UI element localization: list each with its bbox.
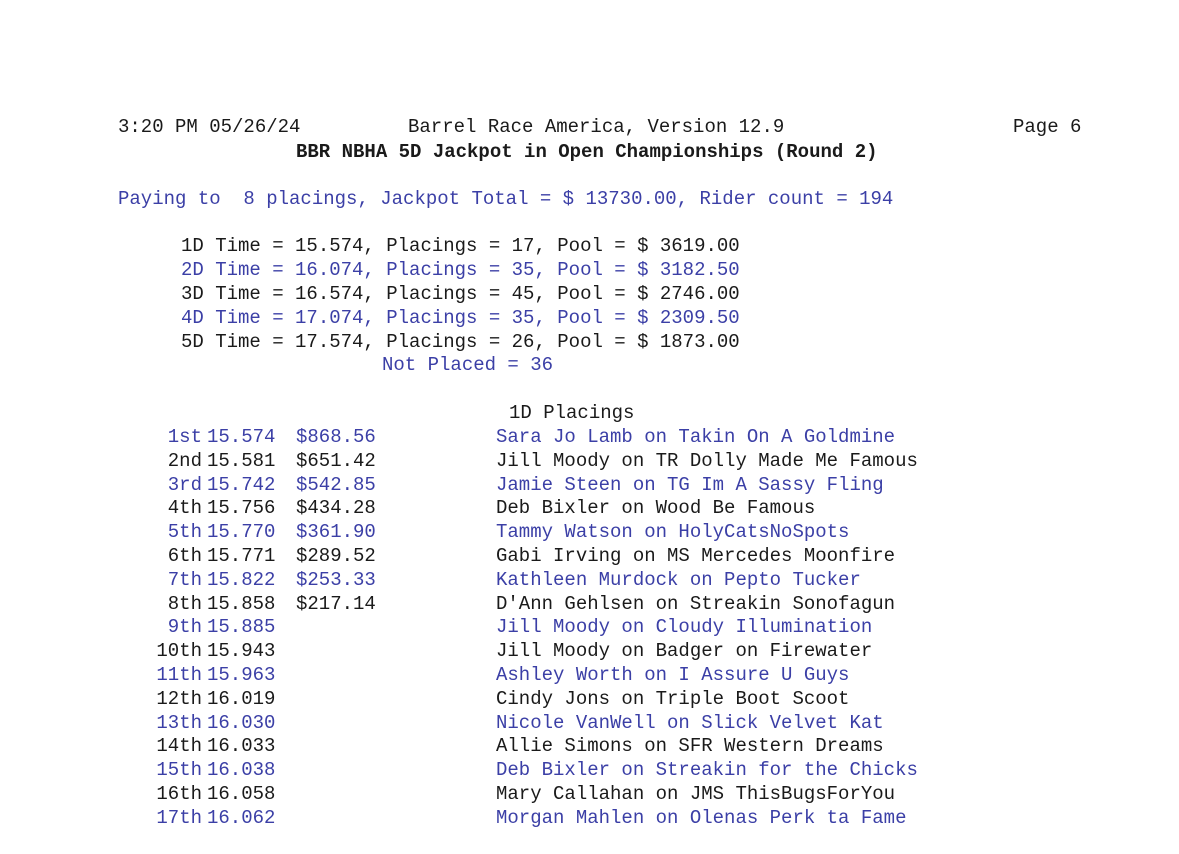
placing-rider: Mary Callahan on JMS ThisBugsForYou [496, 783, 896, 805]
placing-rank: 17th [156, 807, 202, 829]
page-number: Page 6 [1013, 116, 1082, 138]
division-4d: 4D Time = 17.074, Placings = 35, Pool = $ 2309.50 [181, 307, 740, 329]
placing-rank: 8th [167, 593, 202, 615]
placing-rider: Kathleen Murdock on Pepto Tucker [496, 569, 861, 591]
placing-time: 15.771 [207, 545, 276, 567]
placing-time: 15.943 [207, 640, 276, 662]
report-title: BBR NBHA 5D Jackpot in Open Championships (Round 2) [296, 141, 878, 163]
jackpot-summary: Paying to 8 placings, Jackpot Total = $ 13730.00, Rider count = 194 [118, 188, 894, 210]
division-1d: 1D Time = 15.574, Placings = 17, Pool = $ 3619.00 [181, 235, 740, 257]
placing-payout: $253.33 [296, 569, 376, 591]
placing-rank: 11th [156, 664, 202, 686]
placing-time: 16.038 [207, 759, 276, 781]
placing-payout: $651.42 [296, 450, 376, 472]
placing-rank: 2nd [167, 450, 202, 472]
placing-rank: 10th [156, 640, 202, 662]
placing-rider: Ashley Worth on I Assure U Guys [496, 664, 850, 686]
placing-rider: D'Ann Gehlsen on Streakin Sonofagun [496, 593, 896, 615]
placing-rider: Jill Moody on Badger on Firewater [496, 640, 873, 662]
placing-rank: 6th [167, 545, 202, 567]
placing-rank: 13th [156, 712, 202, 734]
placing-rider: Nicole VanWell on Slick Velvet Kat [496, 712, 884, 734]
placing-rank: 3rd [167, 474, 202, 496]
placing-time: 15.858 [207, 593, 276, 615]
placing-time: 15.963 [207, 664, 276, 686]
placing-rider: Cindy Jons on Triple Boot Scoot [496, 688, 850, 710]
placing-time: 16.033 [207, 735, 276, 757]
placing-rider: Deb Bixler on Wood Be Famous [496, 497, 816, 519]
placing-rank: 4th [167, 497, 202, 519]
placing-time: 15.885 [207, 616, 276, 638]
placing-time: 15.756 [207, 497, 276, 519]
placing-time: 16.062 [207, 807, 276, 829]
division-2d: 2D Time = 16.074, Placings = 35, Pool = $ 3182.50 [181, 259, 740, 281]
placing-time: 15.770 [207, 521, 276, 543]
placing-rank: 14th [156, 735, 202, 757]
placing-time: 16.030 [207, 712, 276, 734]
placing-payout: $434.28 [296, 497, 376, 519]
placing-rank: 16th [156, 783, 202, 805]
placing-time: 15.822 [207, 569, 276, 591]
placing-rider: Morgan Mahlen on Olenas Perk ta Fame [496, 807, 907, 829]
placing-payout: $542.85 [296, 474, 376, 496]
placing-payout: $289.52 [296, 545, 376, 567]
placing-time: 15.581 [207, 450, 276, 472]
placing-rider: Jill Moody on TR Dolly Made Me Famous [496, 450, 918, 472]
placing-time: 16.019 [207, 688, 276, 710]
placing-rider: Jill Moody on Cloudy Illumination [496, 616, 873, 638]
division-5d: 5D Time = 17.574, Placings = 26, Pool = $ 1873.00 [181, 331, 740, 353]
placing-rider: Sara Jo Lamb on Takin On A Goldmine [496, 426, 896, 448]
placing-rider: Allie Simons on SFR Western Dreams [496, 735, 884, 757]
placing-rank: 7th [167, 569, 202, 591]
placing-rank: 5th [167, 521, 202, 543]
placing-rank: 12th [156, 688, 202, 710]
placing-payout: $361.90 [296, 521, 376, 543]
placing-rank: 15th [156, 759, 202, 781]
placing-payout: $217.14 [296, 593, 376, 615]
section-title: 1D Placings [509, 402, 635, 424]
placing-time: 15.742 [207, 474, 276, 496]
division-3d: 3D Time = 16.574, Placings = 45, Pool = $ 2746.00 [181, 283, 740, 305]
placing-rider: Jamie Steen on TG Im A Sassy Fling [496, 474, 884, 496]
software-version: Barrel Race America, Version 12.9 [408, 116, 785, 138]
placing-rider: Gabi Irving on MS Mercedes Moonfire [496, 545, 896, 567]
placing-time: 16.058 [207, 783, 276, 805]
placing-rank: 1st [167, 426, 202, 448]
not-placed-count: Not Placed = 36 [382, 354, 554, 376]
placing-time: 15.574 [207, 426, 276, 448]
placing-rider: Tammy Watson on HolyCatsNoSpots [496, 521, 850, 543]
placing-rank: 9th [167, 616, 202, 638]
report-timestamp: 3:20 PM 05/26/24 [118, 116, 301, 138]
placing-rider: Deb Bixler on Streakin for the Chicks [496, 759, 918, 781]
placing-payout: $868.56 [296, 426, 376, 448]
